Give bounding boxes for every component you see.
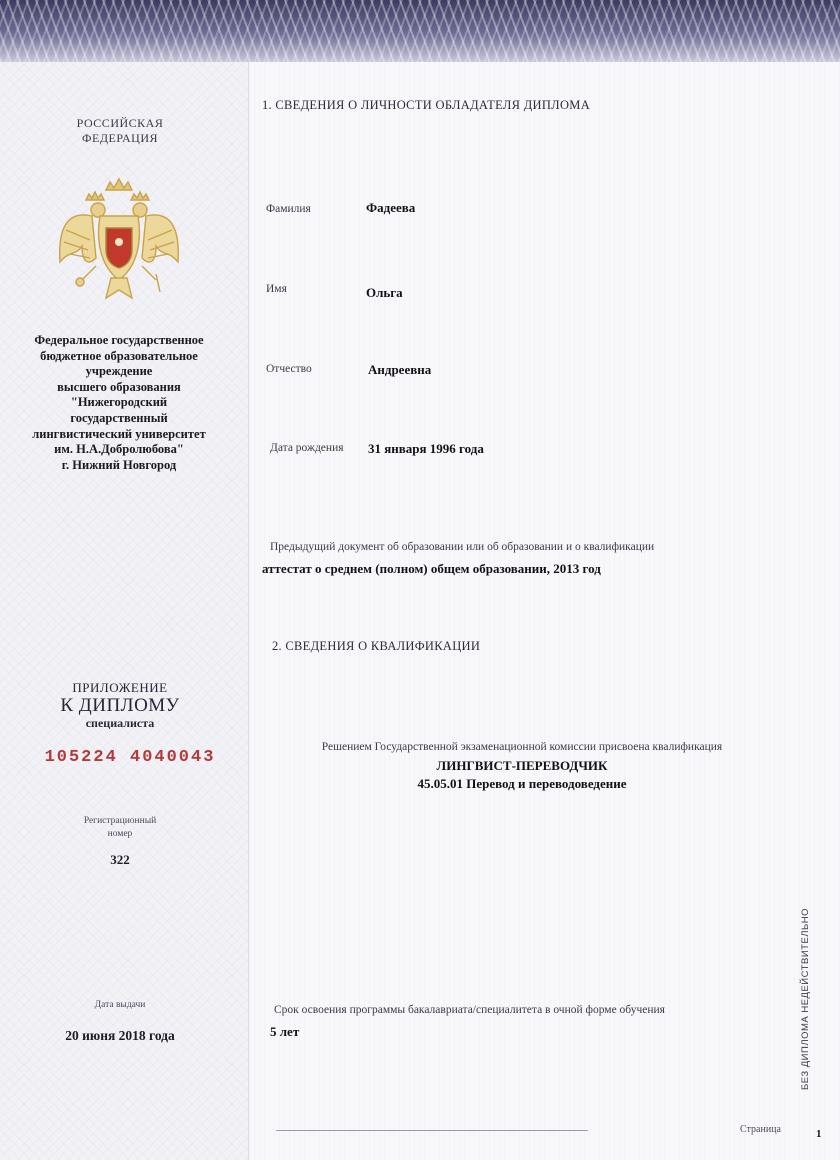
patronymic-label: Отчество [266,363,312,375]
name-label: Имя [266,283,287,295]
previous-document-label: Предыдущий документ об образовании или об образовании и о квалификации [270,541,655,553]
section-2-title: 2. СВЕДЕНИЯ О КВАЛИФИКАЦИИ [272,639,481,653]
qualification-value: ЛИНГВИСТ-ПЕРЕВОДЧИК [436,758,608,773]
page-label: Страница [740,1124,781,1135]
study-duration-label: Срок освоения программы бакалавриата/специалитета в очной форме обучения [274,1004,665,1016]
security-band [0,0,840,62]
appendix-title: ПРИЛОЖЕНИЕ К ДИПЛОМУ специалиста [60,680,180,730]
patronymic-value: Андреевна [368,362,432,377]
section-1-title: 1. СВЕДЕНИЯ О ЛИЧНОСТИ ОБЛАДАТЕЛЯ ДИПЛОМА [262,98,591,112]
institution-name: Федеральное государственное бюджетное образовательное учреждение высшего образования "Нижегородский государственный лингвистический университет им. Н.А.Добролюбова" г. Нижний Новгород [32,333,206,472]
birth-date-label: Дата рождения [270,442,344,454]
birth-date-value: 31 января 1996 года [368,441,484,456]
serial-number: 105224 4040043 [44,748,216,767]
study-duration-value: 5 лет [270,1024,300,1039]
surname-value: Фадеева [366,200,416,215]
country-name: РОССИЙСКАЯ ФЕДЕРАЦИЯ [76,116,164,145]
footer-line [276,1130,588,1131]
surname-label: Фамилия [266,203,311,215]
registration-label: Регистрационный номер [83,816,157,839]
commission-decision-label: Решением Государственной экзаменационной комиссии присвоена квалификация [321,741,723,753]
specialty-value: 45.05.01 Перевод и переводоведение [417,776,627,791]
registration-number: 322 [110,852,130,867]
validity-side-note: БЕЗ ДИПЛОМА НЕДЕЙСТВИТЕЛЬНО [800,907,811,1090]
page-number: 1 [816,1128,822,1140]
issue-date: 20 июня 2018 года [65,1028,175,1043]
right-page-panel [248,62,840,1160]
name-value: Ольга [366,285,403,300]
previous-document-value: аттестат о среднем (полном) общем образовании, 2013 год [262,561,601,576]
issue-date-label: Дата выдачи [94,1000,146,1010]
russian-coat-of-arms-icon [56,170,182,306]
